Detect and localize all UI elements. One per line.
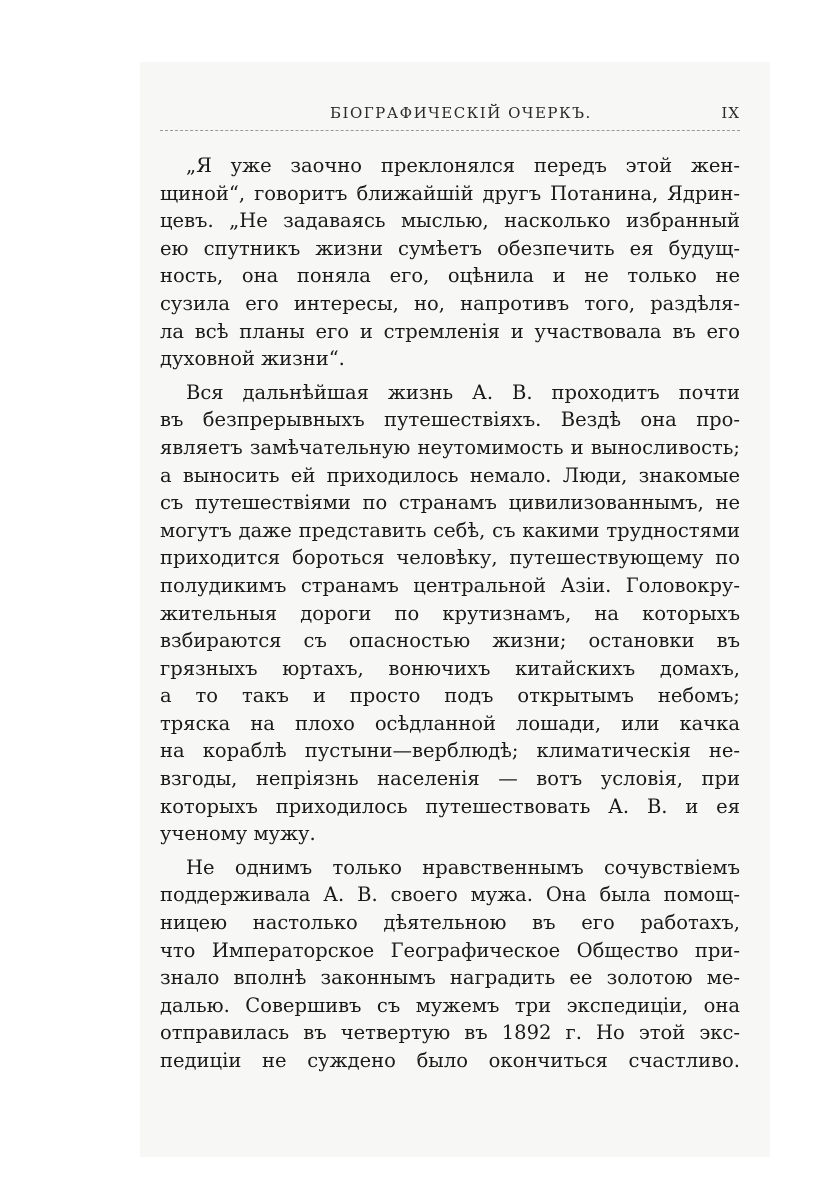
text-line: съ путешествіями по странамъ цивилизованнымъ, не xyxy=(160,491,740,515)
text-line: „Я уже заочно преклонялся передъ этой жен- xyxy=(186,154,740,177)
text-line: ла всѣ планы его и стремленія и участвовала въ его xyxy=(160,319,740,343)
text-line: грязныхъ юртахъ, вонючихъ китайскихъ домахъ, xyxy=(160,656,740,680)
text-line: взгоды, непріязнь населенія — вотъ условія, при xyxy=(160,767,740,791)
text-line: которыхъ приходилось путешествовать А. В. и ея xyxy=(160,794,740,818)
text-line: являетъ замѣчательную неутомимость и выносливость; xyxy=(160,435,740,459)
text-line: знало вполнѣ законнымъ наградить ее золотою ме- xyxy=(160,966,740,990)
page-number: IX xyxy=(721,104,740,122)
text-line: что Императорское Географическое Общество при- xyxy=(160,938,740,962)
text-line: могутъ даже представить себѣ, съ какими трудностями xyxy=(160,518,740,542)
text-line: поддерживала А. В. своего мужа. Она была помощ- xyxy=(160,883,740,907)
text-line: приходится бороться человѣку, путешествующему по xyxy=(160,546,740,570)
text-line: ею спутникъ жизни сумѣетъ обезпечить ея будущ- xyxy=(160,236,740,260)
text-line: щиной“, говоритъ ближайшій другъ Потанина, Ядрин- xyxy=(160,181,740,205)
text-line: взбираются съ опасностью жизни; остановки въ xyxy=(160,629,740,653)
text-line: Вся дальнѣйшая жизнь А. В. проходитъ почти xyxy=(186,380,740,404)
page-body xyxy=(160,152,740,1075)
paragraph-2 xyxy=(160,379,740,848)
text-line: педиціи не суждено было окончиться счастливо. xyxy=(160,1049,740,1072)
text-line: на кораблѣ пустыни—верблюдѣ; климатическія не- xyxy=(160,739,740,763)
text-line: ницею настолько дѣятельною въ его работахъ, xyxy=(160,911,740,935)
text-line: далью. Совершивъ съ мужемъ три экспедиціи, она xyxy=(160,993,740,1017)
running-title: БІОГРАФИЧЕСКІЙ ОЧЕРКЪ. xyxy=(330,104,592,122)
text-line: а то такъ и просто подъ открытымъ небомъ; xyxy=(160,684,740,708)
text-line: тряска на плохо осѣдланной лошади, или качка xyxy=(160,711,740,735)
running-header xyxy=(160,104,740,128)
text-line: жительныя дороги по крутизнамъ, на которыхъ xyxy=(160,601,740,625)
text-line: а выносить ей приходилось немало. Люди, знакомые xyxy=(160,463,740,487)
text-line: отправилась въ четвертую въ 1892 г. Но этой экс- xyxy=(160,1021,740,1045)
text-line: ность, она поняла его, оцѣнила и не только не xyxy=(160,264,740,288)
header-rule xyxy=(160,130,740,131)
paragraph-3 xyxy=(160,854,740,1075)
text-line: духовной жизни“. xyxy=(160,347,345,371)
text-line: сузила его интересы, но, напротивъ того, раздѣля- xyxy=(160,291,740,315)
paragraph-1 xyxy=(160,152,740,373)
text-line: полудикимъ странамъ центральной Азіи. Головокру- xyxy=(160,573,740,597)
text-line: цевъ. „Не задаваясь мыслью, насколько избранный xyxy=(160,209,740,233)
text-line: въ безпрерывныхъ путешествіяхъ. Вездѣ она про- xyxy=(160,408,740,432)
text-line: ученому мужу. xyxy=(160,822,316,846)
text-line: Не однимъ только нравственнымъ сочувствіемъ xyxy=(186,855,740,879)
